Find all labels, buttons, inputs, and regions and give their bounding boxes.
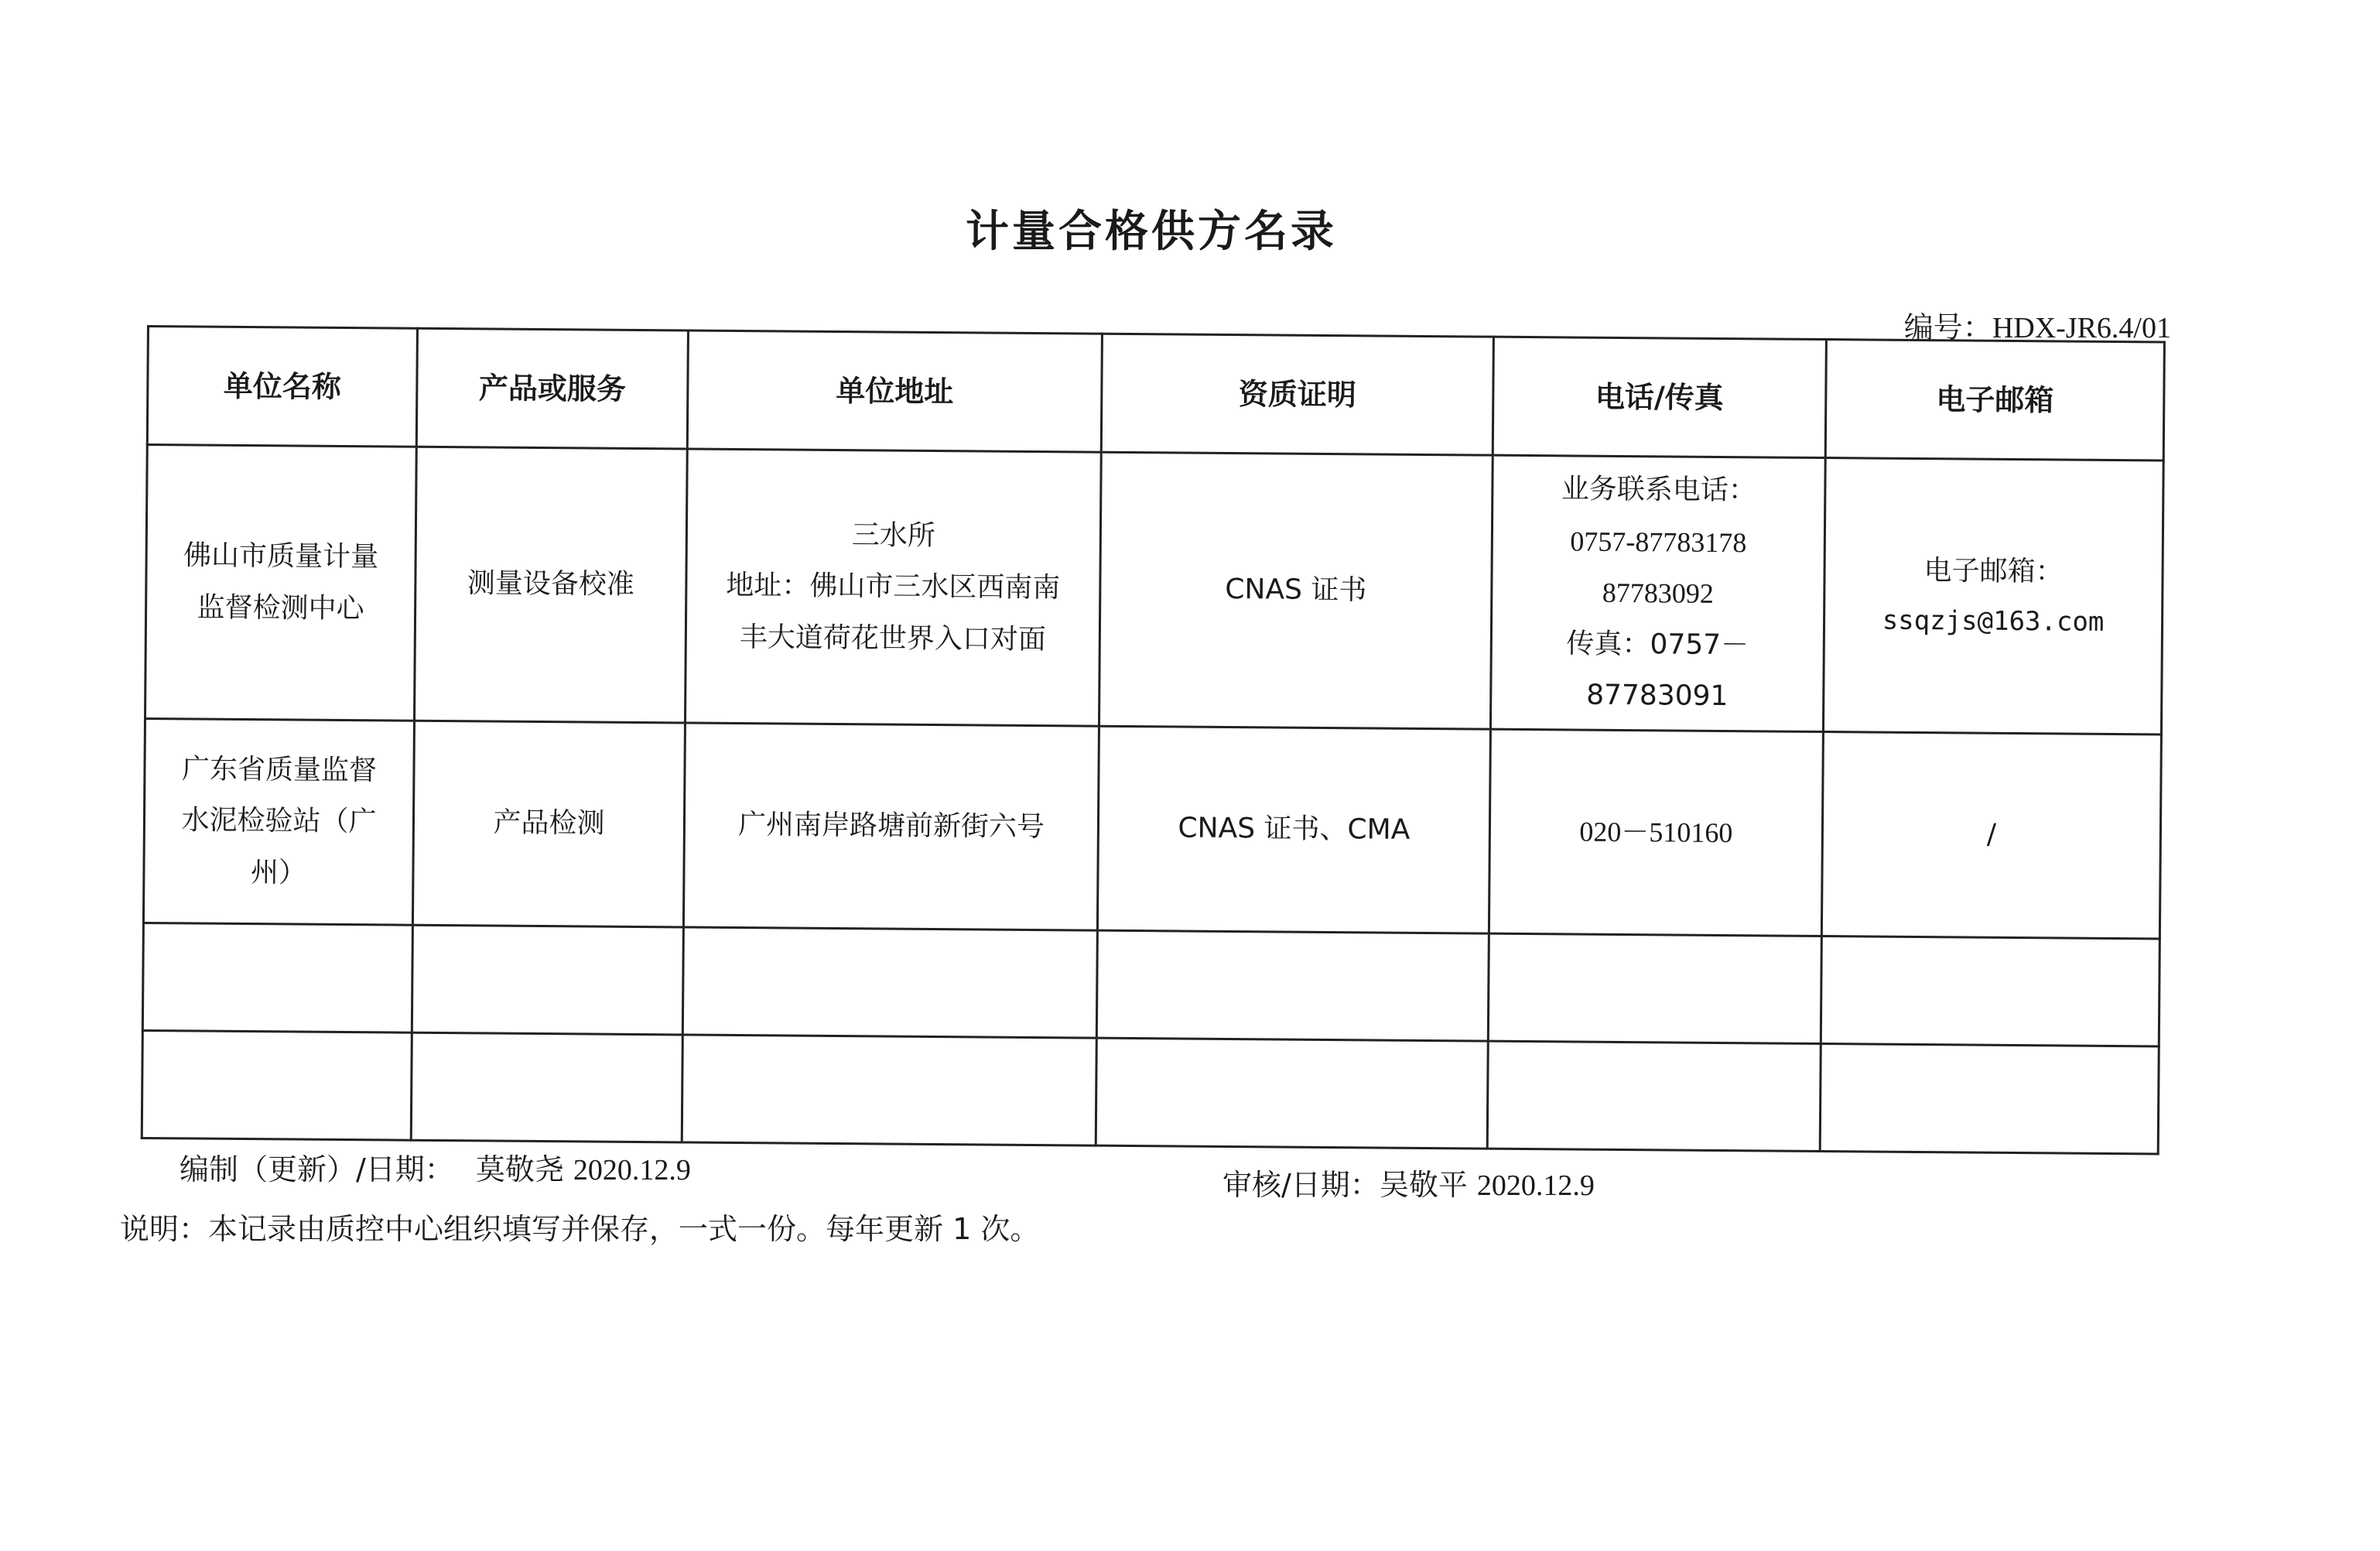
reviewed-label: 审核/日期： xyxy=(1222,1168,1380,1202)
table-header-row xyxy=(147,327,2164,461)
cell-unit-name xyxy=(145,445,417,721)
unit-name-line: 佛山市质量计量 xyxy=(183,539,379,573)
cell-email xyxy=(1821,732,2161,939)
reviewed-name: 吴敬平 xyxy=(1379,1168,1468,1202)
table-row xyxy=(145,445,2164,734)
empty-cell xyxy=(142,923,412,1032)
header-unit-name: 单位名称 xyxy=(147,327,417,447)
prepared-date: 2020.12.9 xyxy=(573,1154,691,1186)
prepared-name: 莫敬尧 xyxy=(475,1152,564,1186)
phone-line: 87783092 xyxy=(1602,577,1714,610)
prepared-by xyxy=(180,1145,691,1188)
reviewed-date: 2020.12.9 xyxy=(1476,1169,1595,1202)
prepared-label: 编制（更新）/日期： xyxy=(180,1152,454,1186)
cell-address xyxy=(685,449,1101,726)
reviewed-by xyxy=(1222,1161,1595,1203)
unit-name-line: 水泥检验站（广 xyxy=(181,804,377,838)
header-email: 电子邮箱 xyxy=(1825,340,2164,461)
address-line: 三水所 xyxy=(851,519,936,552)
cell-service: 测量设备校准 xyxy=(414,447,687,723)
email-address: / xyxy=(1986,818,1997,851)
empty-cell xyxy=(682,1035,1096,1145)
address-line: 地址：佛山市三水区西南南 xyxy=(726,570,1061,604)
header-address: 单位地址 xyxy=(687,330,1102,452)
unit-name-line: 监督检测中心 xyxy=(197,591,364,625)
empty-cell xyxy=(1820,1044,2159,1154)
empty-cell xyxy=(1096,930,1489,1041)
unit-name-line: 广东省质量监督 xyxy=(181,752,378,786)
supplier-table xyxy=(141,325,2166,1155)
phone-line: 0757-87783178 xyxy=(1570,526,1747,558)
table-row xyxy=(143,718,2161,938)
header-phone-fax: 电话/传真 xyxy=(1493,337,1826,457)
document-title: 计量合格供方名录 xyxy=(966,207,1337,257)
cell-address xyxy=(683,723,1099,930)
table-row-empty xyxy=(142,923,2159,1046)
document-number-value: HDX-JR6.4/01 xyxy=(1992,312,2171,344)
cell-service: 产品检测 xyxy=(412,721,685,927)
address-line: 广州南岸路塘前新街六号 xyxy=(737,809,1045,844)
empty-cell xyxy=(1487,1041,1821,1151)
fax-line: 传真：0757－87783091 xyxy=(1566,628,1749,713)
cell-qualification: CNAS 证书、CMA xyxy=(1097,726,1490,933)
cell-phone-fax xyxy=(1489,729,1823,936)
cell-phone-fax xyxy=(1490,455,1825,731)
empty-cell xyxy=(682,927,1097,1038)
unit-name-line: 州） xyxy=(250,856,307,889)
phone-line: 业务联系电话： xyxy=(1561,473,1757,507)
email-label: 电子邮箱： xyxy=(1923,554,2064,588)
address-line: 丰大道荷花世界入口对面 xyxy=(739,621,1047,656)
header-service: 产品或服务 xyxy=(416,328,688,449)
empty-cell xyxy=(142,1030,412,1140)
empty-cell xyxy=(412,925,683,1035)
table-row-empty xyxy=(142,1030,2159,1153)
cell-qualification: CNAS 证书 xyxy=(1099,452,1493,729)
cell-unit-name xyxy=(143,718,414,925)
email-address: ssqzjs@163.com xyxy=(1882,604,2105,639)
document-number-label: 编号： xyxy=(1903,310,1992,344)
cell-email xyxy=(1823,458,2163,734)
header-qualification: 资质证明 xyxy=(1101,334,1493,455)
empty-cell xyxy=(1821,936,2159,1046)
note: 说明：本记录由质控中心组织填写并保存，一式一份。每年更新 1 次。 xyxy=(120,1212,1040,1246)
empty-cell xyxy=(411,1032,682,1142)
phone-line: 020－510160 xyxy=(1579,816,1733,849)
empty-cell xyxy=(1488,933,1821,1043)
empty-cell xyxy=(1096,1038,1488,1149)
